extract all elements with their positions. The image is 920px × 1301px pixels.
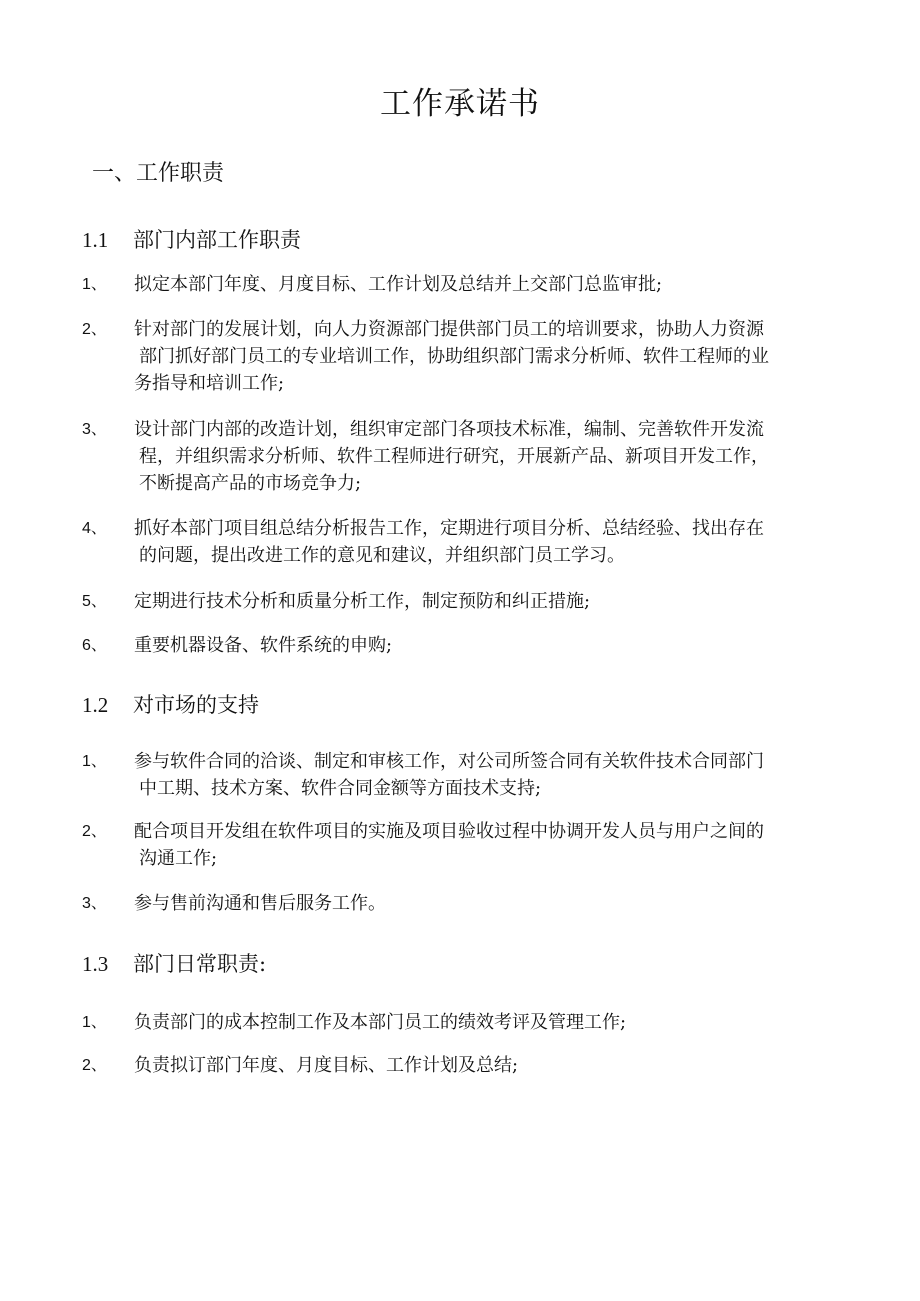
item-number: 1、 [82, 1014, 107, 1031]
item-number: 2、 [82, 823, 107, 840]
item-number: 6、 [82, 637, 107, 654]
list-item [82, 1052, 842, 1079]
subsection-heading-1-3 [82, 948, 266, 978]
item-number: 4、 [82, 520, 107, 537]
item-text: 拟定本部门年度、月度目标、工作计划及总结并上交部门总监审批; [134, 274, 663, 295]
subsection-heading-1-1 [82, 224, 301, 254]
item-text: 针对部门的发展计划，向人力资源部门提供部门员工的培训要求，协助人力资源 [134, 319, 764, 340]
item-text: 负责拟订部门年度、月度目标、工作计划及总结; [134, 1055, 519, 1076]
list-item [82, 588, 842, 615]
item-number: 3、 [82, 895, 107, 912]
item-text: 不断提高产品的市场竞争力; [139, 473, 362, 494]
item-number: 3、 [82, 421, 107, 438]
item-number: 1、 [82, 753, 107, 770]
item-number: 2、 [82, 1057, 107, 1074]
item-number: 1、 [82, 276, 107, 293]
item-text: 配合项目开发组在软件项目的实施及项目验收过程中协调开发人员与用户之间的 [134, 821, 764, 842]
item-number: 5、 [82, 593, 107, 610]
item-text: 抓好本部门项目组总结分析报告工作，定期进行项目分析、总结经验、找出存在 [134, 518, 764, 539]
list-item [82, 748, 842, 802]
list-item [82, 632, 842, 659]
subsection-title: 部门内部工作职责 [133, 228, 301, 252]
list-item [82, 515, 842, 569]
subsection-heading-1-2 [82, 689, 259, 719]
list-item [82, 416, 842, 497]
subsection-number: 1.1 [82, 228, 109, 252]
item-text: 的问题，提出改进工作的意见和建议，并组织部门员工学习。 [139, 545, 625, 566]
list-item [82, 890, 842, 917]
item-number: 2、 [82, 321, 107, 338]
page-title: 工作承诺书 [380, 86, 540, 122]
list-item [82, 316, 842, 397]
item-text: 参与售前沟通和售后服务工作。 [134, 893, 386, 914]
list-item [82, 1009, 842, 1036]
item-text: 设计部门内部的改造计划，组织审定部门各项技术标准，编制、完善软件开发流 [134, 419, 764, 440]
list-item [82, 818, 842, 872]
list-item [82, 271, 842, 298]
subsection-title: 对市场的支持 [133, 693, 259, 717]
item-text: 重要机器设备、软件系统的申购; [134, 635, 393, 656]
item-text: 沟通工作; [139, 848, 218, 869]
subsection-number: 1.2 [82, 693, 109, 717]
item-text: 程，并组织需求分析师、软件工程师进行研究，开展新产品、新项目开发工作， [139, 446, 769, 467]
section-heading: 一、工作职责 [92, 161, 225, 186]
item-text: 定期进行技术分析和质量分析工作，制定预防和纠正措施; [134, 591, 591, 612]
item-text: 部门抓好部门员工的专业培训工作，协助组织部门需求分析师、软件工程师的业 [139, 346, 769, 367]
subsection-number: 1.3 [82, 952, 109, 976]
item-text: 参与软件合同的洽谈、制定和审核工作，对公司所签合同有关软件技术合同部门 [134, 751, 764, 772]
subsection-title: 部门日常职责: [133, 952, 267, 976]
item-text: 负责部门的成本控制工作及本部门员工的绩效考评及管理工作; [134, 1012, 627, 1033]
item-text: 务指导和培训工作; [134, 373, 285, 394]
item-text: 中工期、技术方案、软件合同金额等方面技术支持; [139, 778, 542, 799]
